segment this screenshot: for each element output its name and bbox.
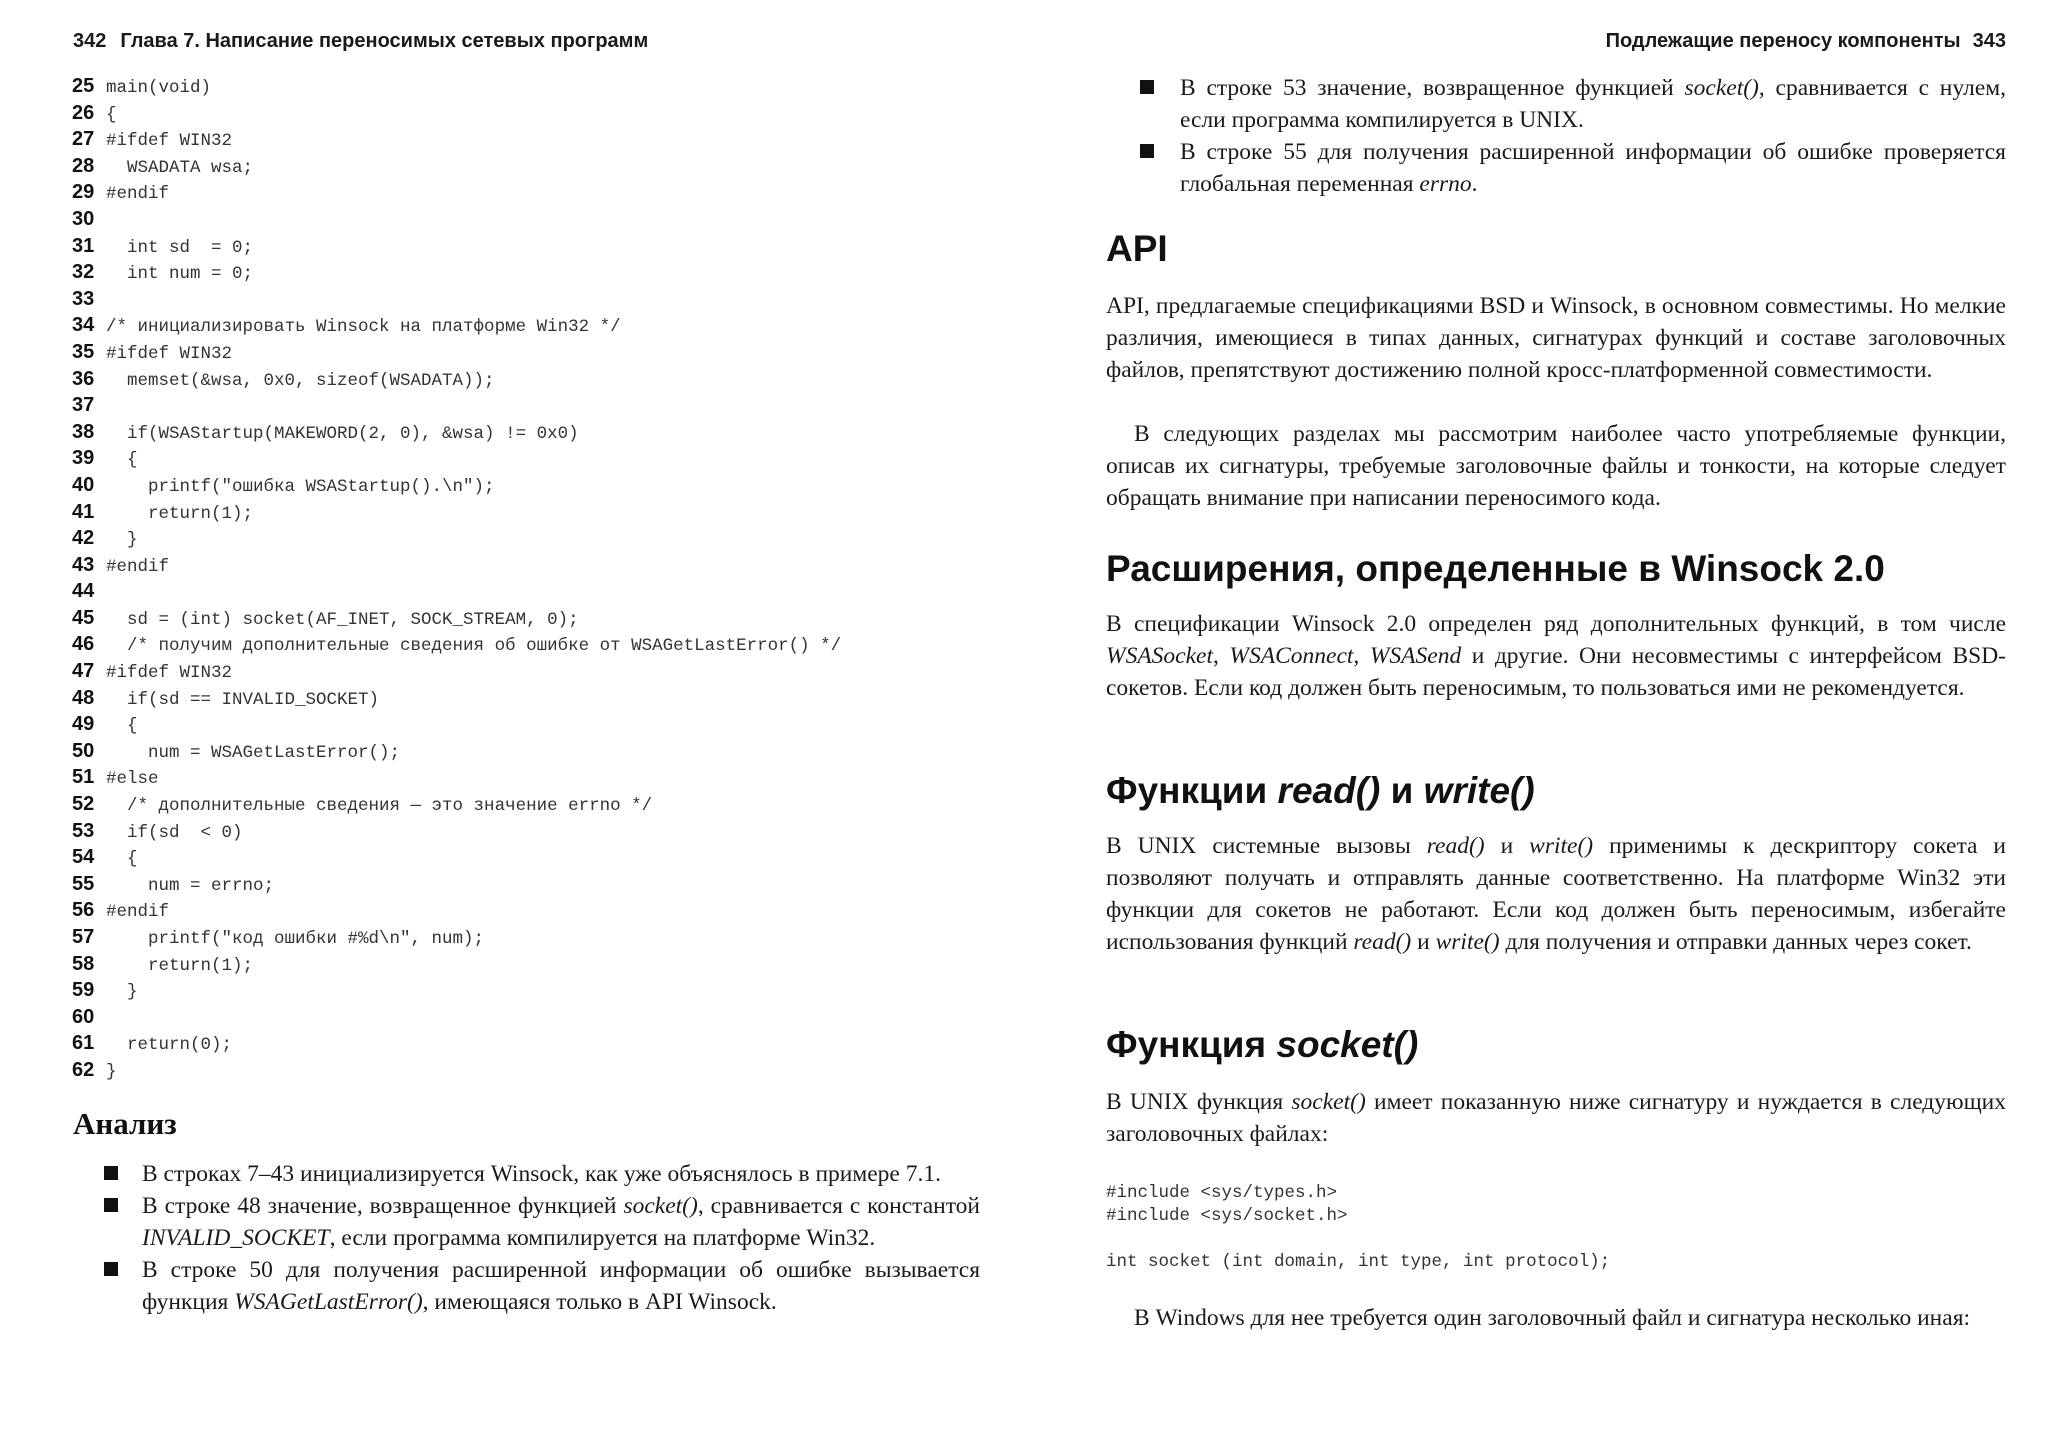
code-line xyxy=(72,897,992,924)
para-code-term: WSASend xyxy=(1369,643,1462,669)
bullet-square-icon xyxy=(1140,80,1154,94)
code-line xyxy=(72,791,992,818)
bullet-code-term: socket() xyxy=(1684,75,1759,101)
code-text: #ifdef WIN32 xyxy=(106,131,233,152)
code-text: #endif xyxy=(106,902,170,923)
line-number: 47 xyxy=(72,660,95,683)
analysis-heading: Анализ xyxy=(73,1106,177,1141)
code-line xyxy=(72,100,992,127)
bullet-text: , имеющаяся только в API Winsock. xyxy=(422,1289,777,1315)
line-number: 53 xyxy=(72,819,95,842)
code-text: #ifdef WIN32 xyxy=(106,343,233,364)
api-paragraph-2: В следующих разделах мы рассмотрим наиболее часто употребляемые функции, описав их сигнатуры, требуемые заголовочные файлы и тонкости, на которые следует обращать внимание при написании переносимого кода. xyxy=(1106,421,2006,511)
code-text: return(0); xyxy=(106,1035,233,1056)
line-number: 48 xyxy=(72,686,95,709)
right-page xyxy=(1024,0,2048,1447)
line-number: 40 xyxy=(72,473,95,496)
para-text: и xyxy=(1411,929,1436,955)
code-line xyxy=(72,977,992,1004)
code-line xyxy=(72,631,992,658)
para-code-term: WSASocket xyxy=(1106,643,1214,669)
line-number: 37 xyxy=(72,394,95,417)
read-write-paragraph xyxy=(1106,830,2006,958)
line-number: 35 xyxy=(72,340,95,363)
code-text: WSADATA wsa; xyxy=(106,157,254,178)
line-number: 57 xyxy=(72,926,95,948)
heading-text: Функции xyxy=(1106,770,1278,811)
code-text: #ifdef WIN32 xyxy=(106,663,233,684)
analysis-bullet xyxy=(72,1190,980,1254)
code-text: num = WSAGetLastError(); xyxy=(106,742,401,763)
code-line xyxy=(72,1030,992,1057)
code-line xyxy=(72,259,992,286)
code-line xyxy=(72,951,992,978)
line-number: 31 xyxy=(72,234,95,257)
code-line xyxy=(72,286,992,313)
extensions-paragraph xyxy=(1106,608,2006,704)
bullet-code-term: INVALID_SOCKET xyxy=(142,1225,330,1251)
line-number: 49 xyxy=(72,713,95,736)
code-line xyxy=(72,578,992,605)
para-text: В UNIX функция xyxy=(1106,1089,1292,1115)
line-number: 56 xyxy=(72,899,95,922)
code-text: { xyxy=(106,849,138,870)
code-line xyxy=(72,126,992,153)
code-text: memset(&wsa, 0x0, sizeof(WSADATA)); xyxy=(106,370,495,391)
code-text: if(WSAStartup(MAKEWORD(2, 0), &wsa) != 0x0) xyxy=(106,423,579,444)
bullet-text: , если программа компилируется на платформе Win32. xyxy=(329,1225,876,1251)
line-number: 55 xyxy=(72,872,95,895)
code-text: sd = (int) socket(AF_INET, SOCK_STREAM, 0); xyxy=(106,609,579,630)
code-text: { xyxy=(106,450,138,471)
code-text: #else xyxy=(106,769,159,790)
line-number: 62 xyxy=(72,1058,95,1081)
code-line xyxy=(72,73,992,100)
line-number: 54 xyxy=(72,846,95,869)
read-write-heading xyxy=(1106,770,1535,812)
bullet-square-icon xyxy=(1140,144,1154,158)
bullet-text: , сравнивается с нулем, если программа компилируется в UNIX. xyxy=(1180,75,2006,133)
code-text: /* получим дополнительные сведения об ошибке от WSAGetLastError() */ xyxy=(106,636,842,657)
line-number: 52 xyxy=(72,793,95,816)
heading-code-term: read() xyxy=(1277,770,1381,811)
code-text: { xyxy=(106,716,138,737)
code-text: /* дополнительные сведения — это значение errno */ xyxy=(106,796,653,817)
para-code-term: read() xyxy=(1426,833,1485,859)
bullet-text: В строке 55 для получения расширенной информации об ошибке проверяется глобальная переменная xyxy=(1180,139,2006,197)
para-code-term: WSAConnect xyxy=(1229,643,1354,669)
code-line xyxy=(72,206,992,233)
para-text: для получения и отправки данных через сокет. xyxy=(1499,929,1972,955)
right-running-head-title: Подлежащие переносу компоненты xyxy=(1605,30,1961,52)
socket-heading xyxy=(1106,1024,1418,1066)
left-page-number: 342 xyxy=(73,30,107,52)
code-text: #endif xyxy=(106,556,170,577)
line-number: 51 xyxy=(72,766,95,789)
code-text: /* инициализировать Winsock на платформе Win32 */ xyxy=(106,317,621,338)
line-number: 30 xyxy=(72,207,95,230)
para-text: В спецификации Winsock 2.0 определен ряд дополнительных функций, в том числе xyxy=(1106,611,2006,637)
right-page-number: 343 xyxy=(1972,30,2006,52)
code-line xyxy=(72,392,992,419)
para-code-term: read() xyxy=(1353,929,1412,955)
para-text: , xyxy=(1213,643,1230,669)
code-text: int num = 0; xyxy=(106,264,254,285)
api-paragraph-1: API, предлагаемые спецификациями BSD и Winsock, в основном совместимы. Но мелкие различия, имеющиеся в типах данных, сигнатурах функций и составе заголовочных файлов, препятствуют достижению полной кросс-платформенной совместимости. xyxy=(1106,293,2006,383)
code-line xyxy=(72,844,992,871)
bullet-text: . xyxy=(1471,171,1478,197)
code-line xyxy=(72,366,992,393)
heading-text: и xyxy=(1380,770,1424,811)
code-line xyxy=(72,871,992,898)
code-line xyxy=(72,1057,992,1084)
left-running-head-title: Глава 7. Написание переносимых сетевых программ xyxy=(120,30,649,52)
code-text: } xyxy=(106,530,138,551)
continued-bullet xyxy=(1106,72,2006,136)
line-number: 42 xyxy=(72,527,95,550)
para-text: В UNIX системные вызовы xyxy=(1106,833,1427,859)
code-text: } xyxy=(106,1061,117,1082)
bullet-square-icon xyxy=(104,1198,118,1212)
code-line xyxy=(72,685,992,712)
code-line xyxy=(72,924,992,951)
code-text: } xyxy=(106,982,138,1003)
analysis-bullet xyxy=(72,1254,980,1318)
code-text: if(sd < 0) xyxy=(106,822,243,843)
right-running-head xyxy=(1606,30,2006,53)
line-number: 46 xyxy=(72,633,95,656)
heading-code-term: write() xyxy=(1423,770,1535,811)
heading-text: Функция xyxy=(1106,1024,1277,1065)
para-text: , xyxy=(1353,643,1370,669)
code-text: printf("код ошибки #%d\n", num); xyxy=(106,929,485,949)
line-number: 36 xyxy=(72,367,95,390)
line-number: 27 xyxy=(72,128,95,151)
para-code-term: write() xyxy=(1435,929,1500,955)
para-text: и xyxy=(1484,833,1530,859)
continued-bullet-list xyxy=(1106,72,2006,200)
code-text: main(void) xyxy=(106,78,212,98)
code-line xyxy=(72,764,992,791)
line-number: 39 xyxy=(72,447,95,470)
analysis-bullet-list xyxy=(72,1158,980,1318)
bullet-code-term: socket() xyxy=(623,1193,698,1219)
extensions-heading: Расширения, определенные в Winsock 2.0 xyxy=(1106,548,1885,589)
code-text: num = errno; xyxy=(106,875,275,896)
code-text: return(1); xyxy=(106,503,254,524)
code-line xyxy=(72,711,992,738)
socket-paragraph xyxy=(1106,1086,2006,1150)
line-number: 61 xyxy=(72,1032,95,1055)
code-line xyxy=(72,445,992,472)
line-number: 44 xyxy=(72,580,95,603)
bullet-text: , сравнивается с константой xyxy=(697,1193,981,1219)
code-text: printf("ошибка WSAStartup().\n"); xyxy=(106,476,495,497)
bullet-code-term: WSAGetLastError() xyxy=(234,1289,423,1315)
code-line xyxy=(72,658,992,685)
code-line xyxy=(72,499,992,526)
bullet-text: В строке 53 значение, возвращенное функцией xyxy=(1180,75,1685,101)
code-line xyxy=(72,153,992,180)
line-number: 45 xyxy=(72,606,95,629)
code-text: #endif xyxy=(106,184,170,205)
line-number: 38 xyxy=(72,420,95,443)
code-text: { xyxy=(106,104,117,125)
code-line xyxy=(72,552,992,579)
code-line xyxy=(72,472,992,499)
left-running-head xyxy=(73,30,648,53)
para-code-term: write() xyxy=(1529,833,1594,859)
line-number: 25 xyxy=(72,75,95,97)
line-number: 28 xyxy=(72,154,95,177)
code-listing xyxy=(72,73,992,1084)
para-text: и другие. Они несовместимы с интерфейсом BSD-сокетов. Если код должен быть переносимым, то пользоваться ими не рекомендуется. xyxy=(1106,643,2006,701)
line-number: 41 xyxy=(72,500,95,523)
heading-code-term: socket() xyxy=(1276,1024,1419,1065)
line-number: 33 xyxy=(72,287,95,310)
line-number: 26 xyxy=(72,101,95,124)
code-line xyxy=(72,818,992,845)
bullet-square-icon xyxy=(104,1262,118,1276)
analysis-bullet xyxy=(72,1158,980,1190)
line-number: 34 xyxy=(72,314,95,337)
line-number: 29 xyxy=(72,181,95,204)
line-number: 59 xyxy=(72,979,95,1002)
code-line xyxy=(72,312,992,339)
api-heading: API xyxy=(1106,228,1168,269)
line-number: 58 xyxy=(72,952,95,975)
code-text: int sd = 0; xyxy=(106,237,254,258)
code-line xyxy=(72,233,992,260)
windows-paragraph: В Windows для нее требуется один заголовочный файл и сигнатура несколько иная: xyxy=(1134,1305,1971,1331)
bullet-text: В строках 7–43 инициализируется Winsock, как уже объяснялось в примере 7.1. xyxy=(142,1161,941,1187)
para-code-term: socket() xyxy=(1291,1089,1366,1115)
code-line xyxy=(72,605,992,632)
socket-code-block: #include <sys/types.h> #include <sys/socket.h> int socket (int domain, int type, int protocol); xyxy=(1106,1183,1611,1272)
bullet-text: В строке 50 для получения расширенной информации об ошибке вызывается функция xyxy=(142,1257,980,1315)
bullet-square-icon xyxy=(104,1166,118,1180)
para-text: применимы к дескриптору сокета и позволяют получать и отправлять данные соответственно. На платформе Win32 эти функции для сокетов не работают. Если код должен быть переносимым, избегайте использования функций xyxy=(1106,833,2007,955)
line-number: 60 xyxy=(72,1005,95,1028)
bullet-code-term: errno xyxy=(1419,171,1472,197)
para-text: имеет показанную ниже сигнатуру и нуждается в следующих заголовочных файлах: xyxy=(1106,1089,2006,1147)
code-line xyxy=(72,738,992,765)
code-text: return(1); xyxy=(106,955,254,976)
code-line xyxy=(72,419,992,446)
code-line xyxy=(72,525,992,552)
line-number: 43 xyxy=(72,553,95,576)
line-number: 32 xyxy=(72,261,95,284)
bullet-text: В строке 48 значение, возвращенное функцией xyxy=(142,1193,624,1219)
code-line xyxy=(72,179,992,206)
line-number: 50 xyxy=(72,739,95,762)
code-line xyxy=(72,339,992,366)
continued-bullet xyxy=(1106,136,2006,200)
code-text: if(sd == INVALID_SOCKET) xyxy=(106,689,380,710)
code-line xyxy=(72,1004,992,1031)
